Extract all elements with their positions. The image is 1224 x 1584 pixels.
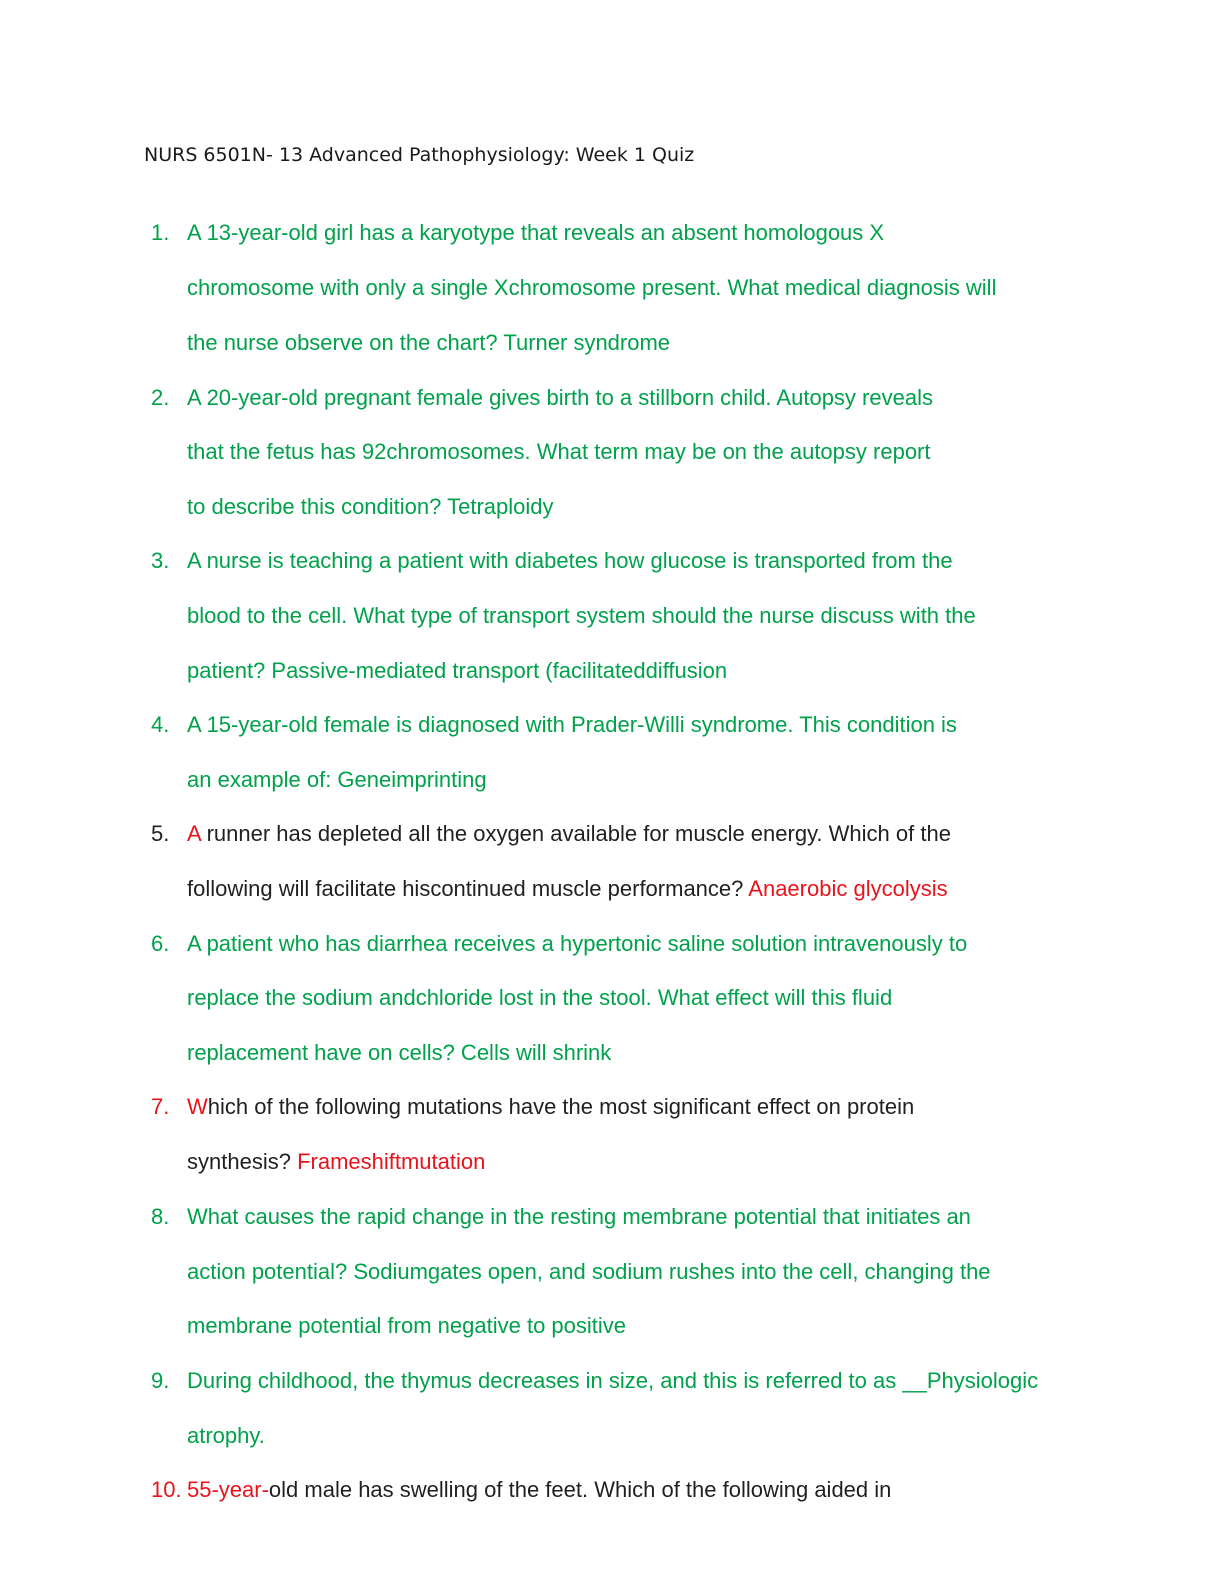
question-text-line: A 20-year-old pregnant female gives birth to a stillborn child. Autopsy reveals: [187, 385, 933, 410]
question-text-line: A patient who has diarrhea receives a hypertonic saline solution intravenously to: [187, 931, 968, 956]
question-text-line: A 15-year-old female is diagnosed with Prader-Willi syndrome. This condition is: [187, 712, 957, 737]
question-text-line: A nurse is teaching a patient with diabetes how glucose is transported from the: [187, 548, 953, 573]
question-text-line: to describe this condition? Tetraploidy: [187, 494, 554, 519]
question-text-line: that the fetus has 92chromosomes. What term may be on the autopsy report: [187, 439, 931, 464]
question-text-line: replacement have on cells? Cells will shrink: [187, 1040, 612, 1065]
question-number: 3.: [151, 548, 170, 573]
question-text-line: action potential? Sodiumgates open, and sodium rushes into the cell, changing the: [187, 1259, 991, 1284]
question-number: 10.: [151, 1477, 182, 1502]
question-text-line: an example of: Geneimprinting: [187, 767, 487, 792]
question-number: 9.: [151, 1368, 170, 1393]
question-text-line: [187, 875, 948, 903]
question-text: following will facilitate hiscontinued muscle performance?: [187, 876, 749, 901]
question-text-line: membrane potential from negative to positive: [187, 1313, 627, 1338]
question-text-line: A 13-year-old girl has a karyotype that reveals an absent homologous X: [187, 220, 885, 245]
question-text: hich of the following mutations have the most significant effect on protein: [207, 1094, 915, 1119]
question-text: old male has swelling of the feet. Which of the following aided in: [268, 1477, 892, 1502]
question-text-line: [187, 1476, 891, 1504]
question-text-line: atrophy.: [187, 1423, 265, 1448]
question-text-line: blood to the cell. What type of transport system should the nurse discuss with the: [187, 603, 976, 628]
question-number: 5.: [151, 821, 170, 846]
answer-text: Frameshiftmutation: [297, 1149, 486, 1174]
question-text-line: [187, 1148, 485, 1176]
question-text-line: the nurse observe on the chart? Turner syndrome: [187, 330, 671, 355]
question-text-line: What causes the rapid change in the resting membrane potential that initiates an: [187, 1204, 971, 1229]
question-text: runner has depleted all the oxygen available for muscle energy. Which of the: [200, 821, 951, 846]
question-text-line: [187, 820, 951, 848]
question-number: 2.: [151, 385, 170, 410]
question-text-line: During childhood, the thymus decreases in size, and this is referred to as __Physiologic: [187, 1368, 1039, 1393]
highlight-text: W: [187, 1094, 208, 1119]
highlight-text: A: [187, 821, 201, 846]
question-number: 1.: [151, 220, 170, 245]
question-text-line: replace the sodium andchloride lost in the stool. What effect will this fluid: [187, 985, 893, 1010]
question-number: 6.: [151, 931, 170, 956]
question-text-line: chromosome with only a single Xchromosome present. What medical diagnosis will: [187, 275, 997, 300]
highlight-text: 55-year-: [187, 1477, 269, 1502]
answer-text: Anaerobic glycolysis: [748, 876, 948, 901]
question-number: 8.: [151, 1204, 170, 1229]
question-number: 4.: [151, 712, 170, 737]
document-title: NURS 6501N- 13 Advanced Pathophysiology: Week 1 Quiz: [144, 144, 695, 166]
question-text-line: [187, 1093, 914, 1121]
question-text: synthesis?: [187, 1149, 298, 1174]
question-text-line: patient? Passive-mediated transport (facilitateddiffusion: [187, 658, 728, 683]
question-number: 7.: [151, 1094, 170, 1119]
